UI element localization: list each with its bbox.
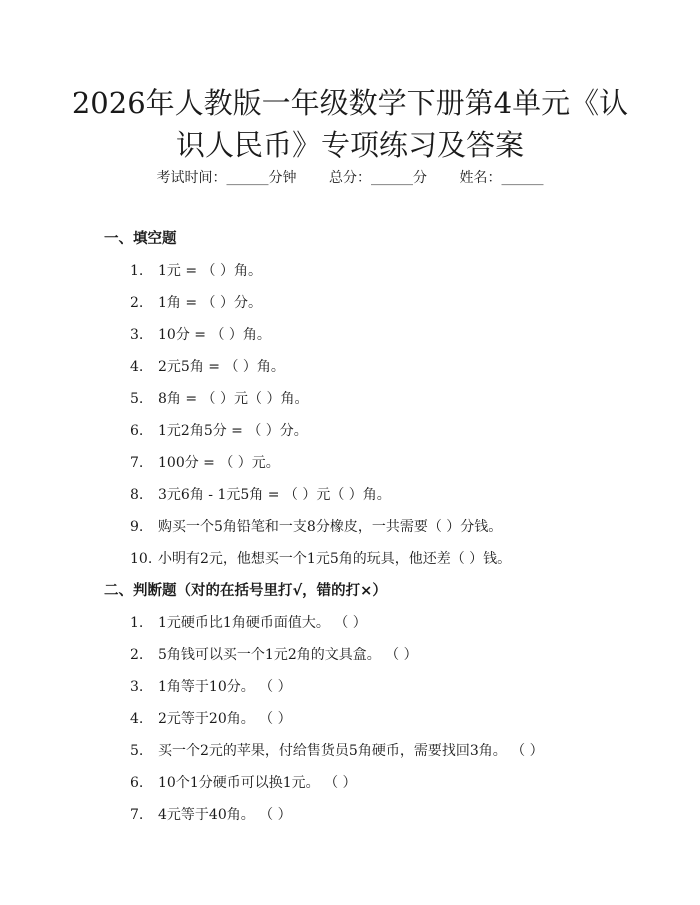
question-number: 6. bbox=[130, 775, 144, 791]
question-number: 5. bbox=[130, 391, 144, 407]
question-number: 7. bbox=[130, 807, 144, 823]
question-item bbox=[130, 389, 308, 409]
question-item bbox=[130, 549, 511, 569]
question-text: 3元6角 - 1元5角 = （ ）元（ ）角。 bbox=[158, 487, 391, 503]
question-number: 9. bbox=[130, 519, 144, 535]
question-item bbox=[130, 773, 357, 793]
question-text: 2元等于20角。 （ ） bbox=[158, 711, 292, 727]
question-text: 1元硬币比1角硬币面值大。 （ ） bbox=[158, 615, 367, 631]
question-text: 4元等于40角。 （ ） bbox=[158, 807, 292, 823]
section-heading-true-false: 二、判断题（对的在括号里打√，错的打×） bbox=[104, 583, 387, 599]
question-item bbox=[130, 613, 367, 633]
question-text: 小明有2元，他想买一个1元5角的玩具，他还差（ ）钱。 bbox=[158, 551, 512, 567]
question-text: 10个1分硬币可以换1元。 （ ） bbox=[158, 775, 357, 791]
question-number: 10. bbox=[130, 551, 153, 567]
question-text: 100分 = （ ）元。 bbox=[158, 455, 280, 471]
question-item bbox=[130, 261, 262, 281]
question-number: 4. bbox=[130, 359, 144, 375]
question-item bbox=[130, 517, 502, 537]
question-number: 6. bbox=[130, 423, 144, 439]
question-text: 买一个2元的苹果，付给售货员5角硬币，需要找回3角。 （ ） bbox=[158, 743, 544, 759]
student-name: 姓名：______ bbox=[459, 170, 544, 186]
question-number: 3. bbox=[130, 679, 144, 695]
question-number: 8. bbox=[130, 487, 144, 503]
question-number: 1. bbox=[130, 263, 144, 279]
question-number: 2. bbox=[130, 647, 144, 663]
question-text: 5角钱可以买一个1元2角的文具盒。 （ ） bbox=[158, 647, 418, 663]
question-item bbox=[130, 485, 391, 505]
exam-time: 考试时间：______分钟 bbox=[156, 170, 297, 186]
question-text: 2元5角 = （ ）角。 bbox=[158, 359, 285, 375]
question-item bbox=[130, 741, 544, 761]
question-text: 1角 = （ ）分。 bbox=[158, 295, 262, 311]
question-number: 3. bbox=[130, 327, 144, 343]
question-text: 1角等于10分。 （ ） bbox=[158, 679, 292, 695]
question-number: 2. bbox=[130, 295, 144, 311]
page-title bbox=[0, 82, 700, 166]
question-text: 1元2角5分 = （ ）分。 bbox=[158, 423, 308, 439]
exam-info bbox=[0, 168, 700, 188]
question-number: 1. bbox=[130, 615, 144, 631]
question-item bbox=[130, 677, 292, 697]
question-item bbox=[130, 709, 292, 729]
question-item bbox=[130, 293, 262, 313]
question-text: 购买一个5角铅笔和一支8分橡皮，一共需要（ ）分钱。 bbox=[158, 519, 503, 535]
title-line-2: 识人民币》专项练习及答案 bbox=[175, 128, 524, 162]
question-item bbox=[130, 645, 418, 665]
question-number: 5. bbox=[130, 743, 144, 759]
question-text: 10分 = （ ）角。 bbox=[158, 327, 271, 343]
title-line-1: 2026年人教版一年级数学下册第4单元《认 bbox=[71, 86, 629, 120]
question-item bbox=[130, 325, 271, 345]
question-text: 1元 = （ ）角。 bbox=[158, 263, 262, 279]
question-number: 7. bbox=[130, 455, 144, 471]
question-item bbox=[130, 805, 292, 825]
question-item bbox=[130, 453, 280, 473]
question-item bbox=[130, 421, 308, 441]
question-number: 4. bbox=[130, 711, 144, 727]
question-text: 8角 = （ ）元（ ）角。 bbox=[158, 391, 309, 407]
question-item bbox=[130, 357, 285, 377]
total-score: 总分：______分 bbox=[329, 170, 427, 186]
section-heading-fill-blank: 一、填空题 bbox=[104, 231, 177, 247]
